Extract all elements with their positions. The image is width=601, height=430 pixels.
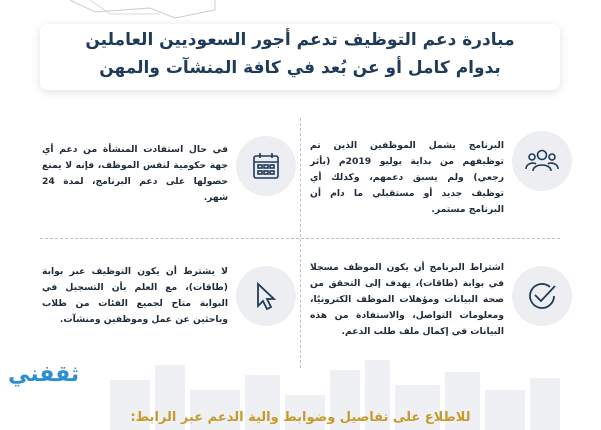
title-line-1: مبادرة دعم التوظيف تدعم أجور السعوديين العاملين	[85, 30, 515, 50]
checkmark-circle-icon	[512, 266, 572, 326]
card-text-taqat-requirement: اشتراط البرنامج أن يكون الموظف مسجلا في بوابة (طاقات)، يهدف إلى التحقق من صحة البيانات ومؤهلات الموظف الكترونيًا، ومعلومات التواصل، والاستفادة من هذه البيانات في إكمال ملف طلب الدعم.	[310, 262, 504, 337]
calendar-icon	[236, 136, 296, 196]
title-card	[40, 24, 560, 90]
divider-vertical	[300, 118, 301, 368]
people-group-icon	[512, 131, 572, 191]
cursor-arrow-icon	[236, 266, 296, 326]
card-text-registration-optional: لا يشترط أن يكون التوظيف عبر بوابة (طاقات)، مع العلم بأن التسجيل في البوابة متاح لجميع الفئات من طلاب وباحثين عن عمل وموظفين ومنشآت.	[42, 266, 228, 325]
logo-text: ثقفني	[8, 362, 80, 387]
footer-link-caption: للاطلاع على تفاصيل وضوابط والية الدعم عبر الرابط:	[130, 410, 471, 425]
card-text-eligibility: البرنامج يشمل الموظفين الذين تم توظيفهم من بداية يوليو 2019م (بأثر رجعي) ولم يسبق دعمهم، وكذلك أي توظيف جديد أو مستقبلي ما دام أن البرنامج مستمر.	[310, 140, 504, 215]
card-text-government-support: في حال استفادت المنشأة من دعم أي جهة حكومية لنفس الموظف، فإنه لا يمنع حصولها على دعم البرنامج، لمدة 24 شهر.	[42, 144, 228, 203]
divider-horizontal	[40, 238, 560, 239]
logo	[8, 354, 98, 404]
title-line-2: بدوام كامل أو عن بُعد في كافة المنشآت والمهن	[99, 58, 501, 78]
